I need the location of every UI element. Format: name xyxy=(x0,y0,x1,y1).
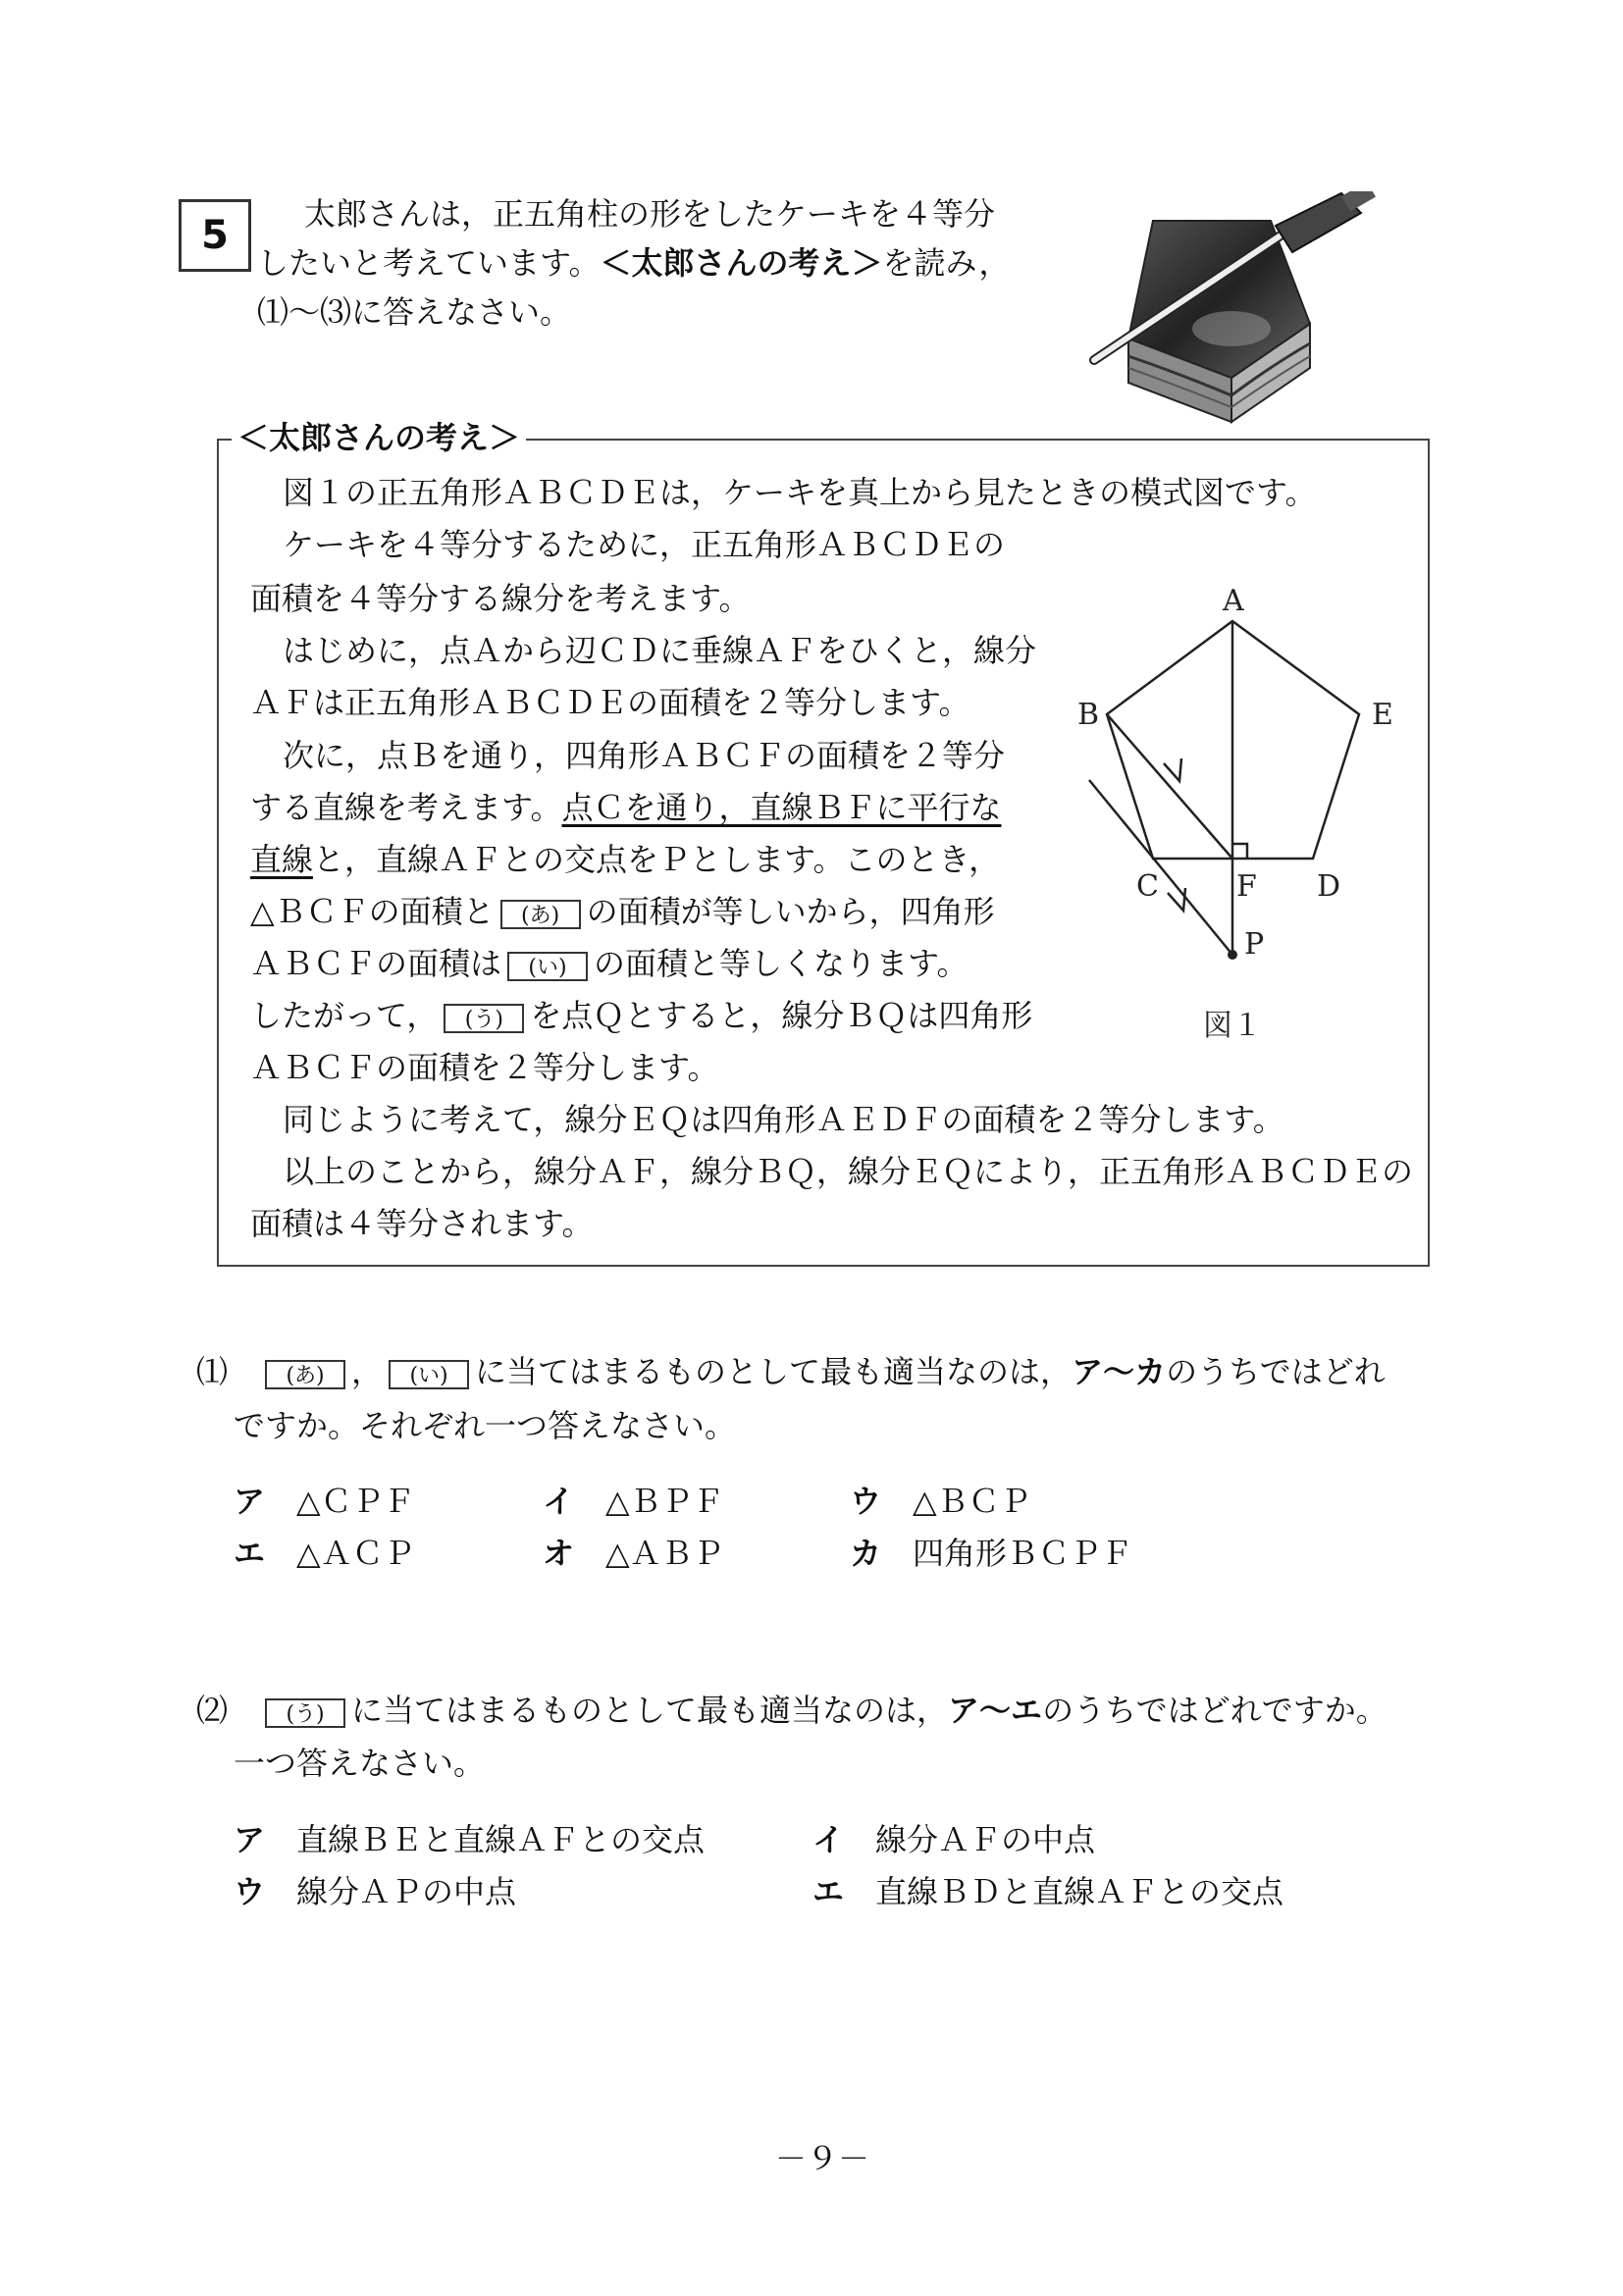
parallel-mark-2 xyxy=(1168,888,1185,911)
q2-blank-u: (う) xyxy=(265,1698,345,1728)
q1-line1: ⑴ (あ) ， (い) に当てはまるものとして最も適当なのは，ア～カのうちではどれ xyxy=(196,1353,1386,1390)
idea-line12: ＡＢＣＦの面積を２等分します。 xyxy=(250,1049,719,1086)
idea-line3: 面積を４等分する線分を考えます。 xyxy=(250,580,751,617)
idea-title: ＜太郎さんの考え＞ xyxy=(232,415,526,460)
point-p xyxy=(1228,950,1237,960)
label-d: D xyxy=(1317,869,1341,904)
segment-bf xyxy=(1107,714,1232,859)
q1-choice-a: ア △ＣＰＦ xyxy=(234,1483,415,1520)
idea-line5: ＡＦは正五角形ＡＢＣＤＥの面積を２等分します。 xyxy=(250,684,970,721)
question-number: 5 xyxy=(179,199,251,272)
q1-blank-i: (い) xyxy=(389,1360,469,1389)
idea-line6: 次に，点Ｂを通り，四角形ＡＢＣＦの面積を２等分 xyxy=(283,737,1006,774)
idea-line15: 面積は４等分されます。 xyxy=(250,1205,594,1242)
q1-line2: ですか。それぞれ一つ答えなさい。 xyxy=(234,1407,737,1444)
blank-i: (い) xyxy=(507,952,588,981)
idea-line10: ＡＢＣＦの面積は (い) の面積と等しくなります。 xyxy=(250,945,969,982)
blank-u: (う) xyxy=(444,1004,524,1033)
figure-caption: 図１ xyxy=(1203,1009,1262,1043)
label-c: C xyxy=(1136,869,1159,904)
q1-choice-i: イ △ＢＰＦ xyxy=(543,1483,724,1520)
q1-choice-ka: カ 四角形ＢＣＰＦ xyxy=(850,1535,1133,1572)
intro-line2: したいと考えています。＜太郎さんの考え＞を読み， xyxy=(257,244,1011,282)
idea-line14: 以上のことから，線分ＡＦ，線分ＢＱ，線分ＥＱにより，正五角形ＡＢＣＤＥの xyxy=(283,1153,1414,1190)
idea-line13: 同じように考えて，線分ＥＱは四角形ＡＥＤＦの面積を２等分します。 xyxy=(283,1101,1284,1138)
idea-line2: ケーキを４等分するために，正五角形ＡＢＣＤＥの xyxy=(283,526,1006,563)
idea-line4: はじめに，点Ａから辺ＣＤに垂線ＡＦをひくと，線分 xyxy=(283,632,1037,669)
q1-choice-e: エ △ＡＣＰ xyxy=(234,1535,415,1572)
q2-choice-u: ウ 線分ＡＰの中点 xyxy=(234,1873,517,1910)
blank-a: (あ) xyxy=(500,900,581,929)
figure-1-pentagon xyxy=(1060,569,1413,1070)
idea-line11: したがって， (う) を点Ｑとすると，線分ＢＱは四角形 xyxy=(250,997,1033,1034)
parallel-mark-1 xyxy=(1164,758,1181,781)
label-b: B xyxy=(1077,698,1100,732)
q2-choice-i: イ 線分ＡＦの中点 xyxy=(812,1821,1096,1858)
intro-line1: 太郎さんは，正五角柱の形をしたケーキを４等分 xyxy=(304,195,996,233)
label-f: F xyxy=(1236,869,1257,904)
page-number: －９－ xyxy=(775,2140,870,2177)
label-a: A xyxy=(1223,584,1244,618)
q2-line2: 一つ答えなさい。 xyxy=(234,1745,486,1782)
q1-choice-o: オ △ＡＢＰ xyxy=(543,1535,724,1572)
intro-line3: ⑴～⑶に答えなさい。 xyxy=(257,293,572,331)
q2-choice-e: エ 直線ＢＤと直線ＡＦとの交点 xyxy=(812,1873,1284,1910)
right-angle-mark xyxy=(1232,844,1247,859)
q1-blank-a: (あ) xyxy=(265,1360,345,1389)
label-p: P xyxy=(1244,927,1265,962)
q2-line1: ⑵ (う) に当てはまるものとして最も適当なのは，ア～エのうちではどれですか。 xyxy=(196,1692,1387,1729)
idea-line8: 直線と，直線ＡＦとの交点をＰとします。このとき， xyxy=(250,841,1001,878)
idea-line1: 図１の正五角形ＡＢＣＤＥは，ケーキを真上から見たときの模式図です。 xyxy=(283,474,1317,511)
idea-line9: △ＢＣＦの面積と (あ) の面積が等しいから，四角形 xyxy=(250,893,995,930)
line-through-c xyxy=(1089,780,1232,955)
cake-illustration xyxy=(1084,191,1388,437)
label-e: E xyxy=(1372,698,1393,732)
q1-choice-u: ウ △ＢＣＰ xyxy=(850,1483,1031,1520)
q2-choice-a: ア 直線ＢＥと直線ＡＦとの交点 xyxy=(234,1821,706,1858)
idea-line7: する直線を考えます。点Ｃを通り，直線ＢＦに平行な xyxy=(250,789,1002,826)
